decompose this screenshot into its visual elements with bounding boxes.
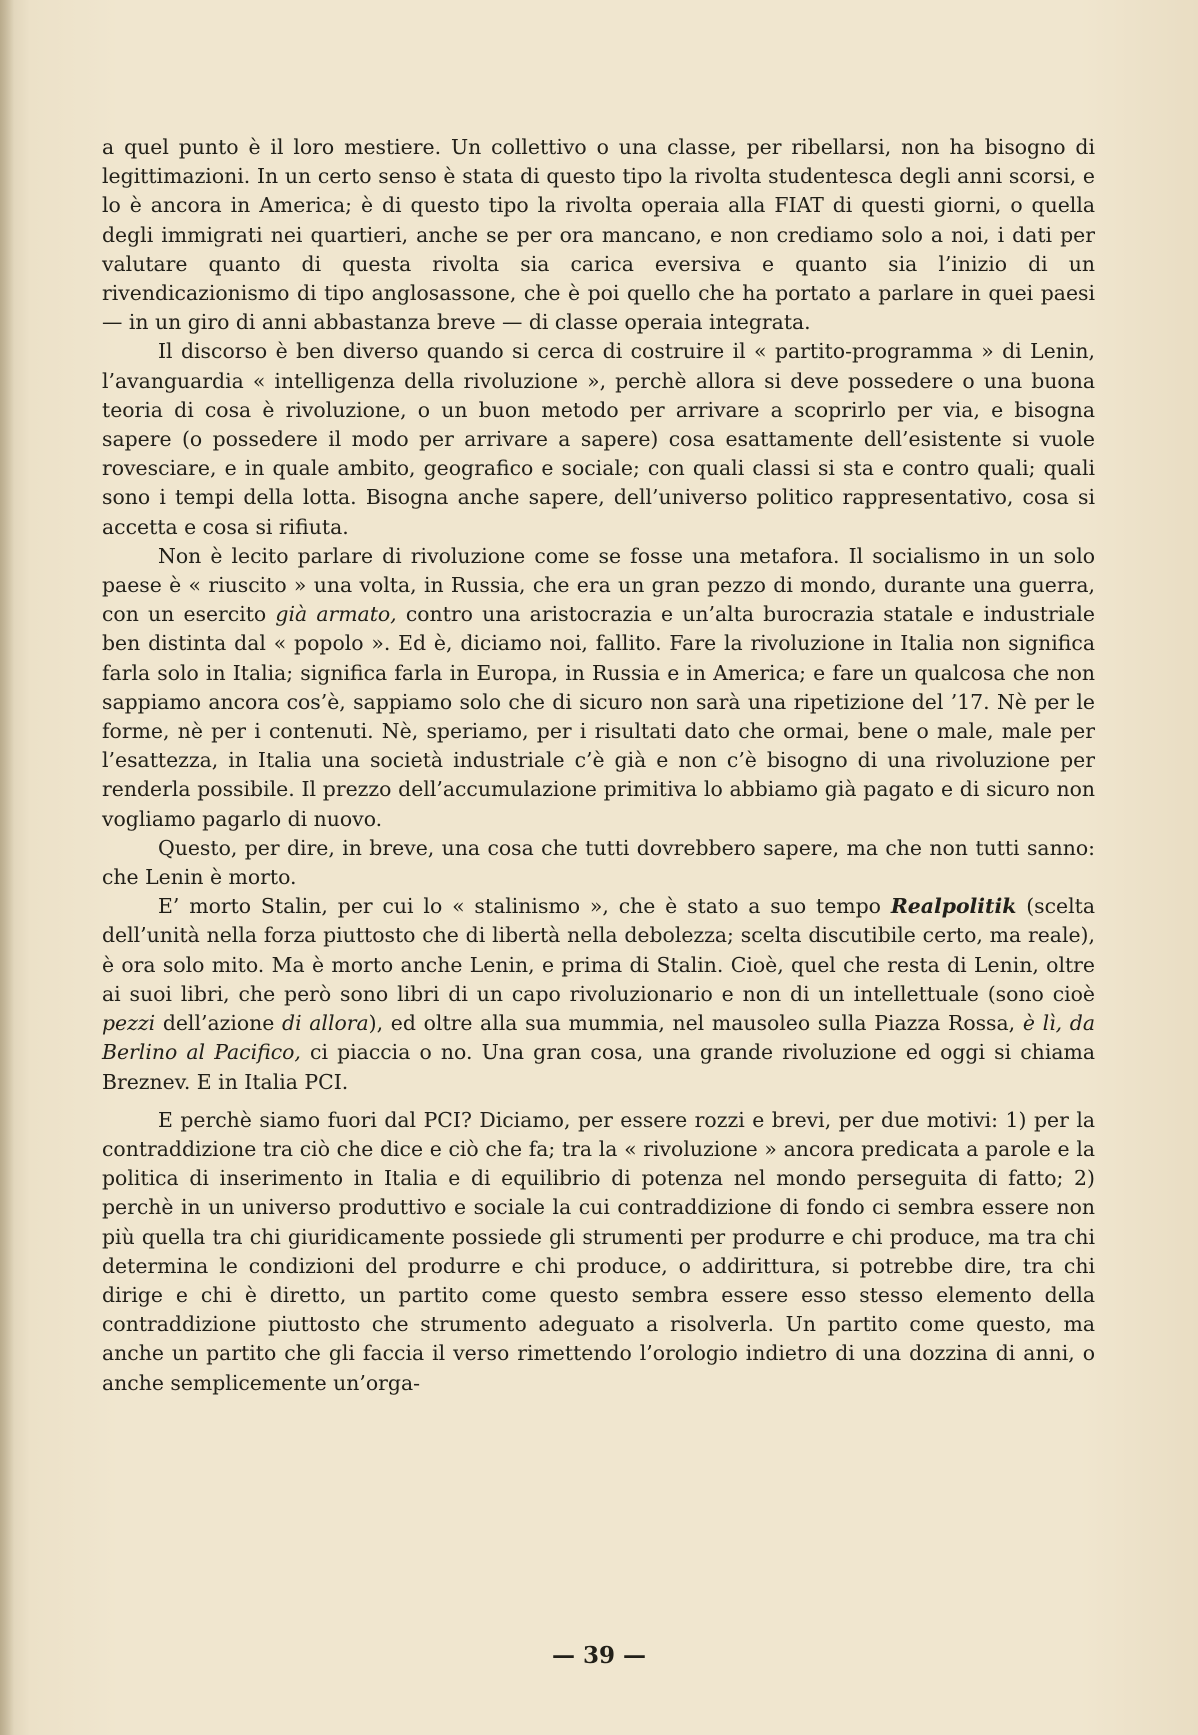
- text-segment: ), ed oltre alla sua mummia, nel mausoleo sulla Piazza Rossa,: [368, 1011, 1023, 1036]
- paragraph: [102, 542, 1095, 834]
- emphasis-text: Realpolitik: [890, 894, 1017, 919]
- strong-emphasis: [891, 894, 1017, 918]
- text-segment: E’ morto Stalin, per cui lo « stalinismo », che è stato a suo tempo: [158, 894, 891, 919]
- emphasis-text: è lì, da Berlino al Pacifico,: [102, 1011, 1095, 1065]
- text-segment: ci piaccia o no. Una gran cosa, una grande rivoluzione ed oggi si chiama Breznev. E in Italia PCI.: [102, 1040, 1095, 1094]
- emphasis-text: di allora: [282, 1011, 369, 1036]
- emphasis-text: pezzi: [102, 1011, 156, 1036]
- paragraph: [102, 1106, 1095, 1398]
- emphasis-text: già armato,: [275, 602, 397, 627]
- page-number: — 39 —: [551, 1642, 647, 1669]
- page-spine-shadow: [0, 0, 14, 1735]
- text-segment: (scelta dell’unità nella forza piuttosto che di libertà nella debolezza; scelta discutibile certo, ma reale), è ora solo mito. Ma è morto anche Lenin, e prima di Stalin. Cioè, quel che resta di Lenin, oltre ai suoi libri, che però sono libri di un capo rivoluzionario e non di un intellettuale (sono cioè: [102, 894, 1095, 1006]
- paragraph: [102, 892, 1095, 1096]
- text-segment: contro una aristocrazia e un’alta burocrazia statale e industriale ben distinta dal « popolo ». Ed è, diciamo noi, fallito. Fare la rivoluzione in Italia non significa farla solo in Italia; significa farla in Europa, in Russia e in America; e fare un qualcosa che non sappiamo ancora cos’è, sappiamo solo che di sicuro non sarà una ripetizione del ’17. Nè per le forme, nè per i contenuti. Nè, speriamo, per i risultati dato che ormai, bene o male, male per l’esattezza, in Italia una società industriale c’è già e non c’è bisogno di una rivoluzione per renderla possibile. Il prezzo dell’accumulazione primitiva lo abbiamo già pagato e di sicuro non vogliamo pagarlo di nuovo.: [102, 602, 1096, 831]
- text-segment: E perchè siamo fuori dal PCI? Diciamo, per essere rozzi e brevi, per due motivi: 1) per la contraddizione tra ciò che dice e ciò che fa; tra la « rivoluzione » ancora predicata a parole e la politica di inserimento in Italia e di equilibrio di potenza nel mondo perseguita di fatto; 2) perchè in un universo produttivo e sociale la cui contraddizione di fondo ci sembra essere non più quella tra chi giuridicamente possiede gli strumenti per produrre e chi produce, ma tra chi determina le condizioni del produrre e chi produce, o addirittura, si potrebbe dire, tra chi dirige e chi è diretto, un partito come questo sembra essere esso stesso elemento della contraddizione piuttosto che strumento adeguato a risolverla. Un partito come questo, ma anche un partito che gli faccia il verso rimettendo l’orologio indietro di una dozzina di anni, o anche semplicemente un’orga-: [102, 1107, 1095, 1395]
- paragraph: [102, 337, 1095, 541]
- body-text: [102, 133, 1095, 1398]
- paragraph: [102, 133, 1095, 337]
- text-segment: Il discorso è ben diverso quando si cerca di costruire il « partito-programma » di Lenin, l’avanguardia « intelligenza della rivoluzione », perchè allora si deve possedere o una buona teoria di cosa è rivoluzione, o un buon metodo per arrivare a scoprirlo per via, e bisogna sapere (o possedere il modo per arrivare a sapere) cosa esattamente dell’esistente si vuole rovesciare, e in quale ambito, geografico e sociale; con quali classi si sta e contro quali; quali sono i tempi della lotta. Bisogna anche sapere, dell’universo politico rappresentativo, cosa si accetta e cosa si rifiuta.: [102, 339, 1095, 539]
- text-segment: a quel punto è il loro mestiere. Un collettivo o una classe, per ribellarsi, non ha bisogno di legittimazioni. In un certo senso è stata di questo tipo la rivolta studentesca degli anni scorsi, e lo è ancora in America; è di questo tipo la rivolta operaia alla FIAT di questi giorni, o quella degli immigrati nei quartieri, anche se per ora mancano, e non crediamo solo a noi, i dati per valutare quanto di questa rivolta sia carica eversiva e quanto sia l’inizio di un rivendicazionismo di tipo anglosassone, che è poi quello che ha portato a parlare in quei paesi — in un giro di anni abbastanza breve — di classe operaia integrata.: [102, 135, 1095, 335]
- paragraph: [102, 834, 1095, 892]
- text-segment: Non è lecito parlare di rivoluzione come se fosse una metafora. Il socialismo in un solo paese è « riuscito » una volta, in Russia, che era un gran pezzo di mondo, durante una guerra, con un esercito: [102, 543, 1095, 627]
- text-segment: Questo, per dire, in breve, una cosa che tutti dovrebbero sapere, ma che non tutti sanno: che Lenin è morto.: [102, 835, 1095, 890]
- text-segment: dell’azione: [155, 1011, 283, 1036]
